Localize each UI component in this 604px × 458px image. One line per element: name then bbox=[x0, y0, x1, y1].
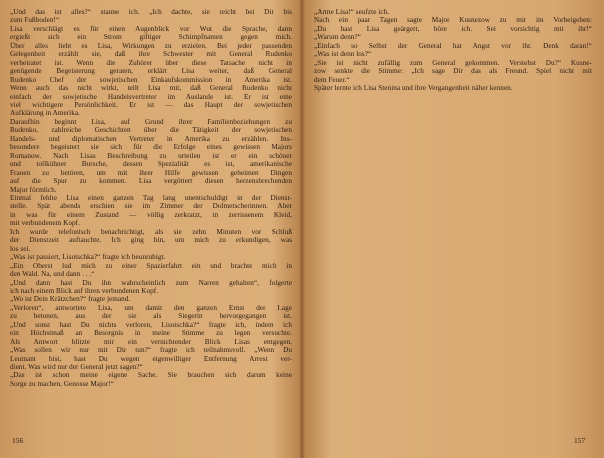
text-line: Handels- und diplomatischen Vertreter in Amerika zu erzählen. Ins- bbox=[10, 134, 292, 143]
text-line: zow senkte die Stimme: „Ich sage Dir das als Freund. Spiel nicht mit bbox=[314, 67, 592, 76]
text-line: Romanow. Nach Lisas Beschreibung zu urteilen ist er ein schöner bbox=[10, 151, 292, 160]
text-line: besondere begeistert sie sich für die Erfolge eines gewissen Majors bbox=[10, 143, 292, 152]
text-line: Lisa verschlägt es für einen Augenblick vor Wut die Sprache, dann bbox=[10, 24, 292, 33]
text-line: Major förmlich. bbox=[10, 185, 57, 194]
text-line: „Und das ist alles?“ staune ich. „Ich dachte, sie reicht bei Dir bis bbox=[10, 8, 292, 16]
text-line: dient. Was wird nur der General jetzt sagen?“ bbox=[10, 363, 143, 372]
text-line: und tollkühner Bursche, dessen Spezialität es ist, amerikanische bbox=[10, 160, 292, 169]
text-line: Rudenko, zahlreiche Geschichten über die Tätigkeit der sowjetischen bbox=[10, 126, 292, 135]
text-line: „Du hast Lisa geärgert, höre ich. Sei vorsichtig mit ihr!“ bbox=[314, 24, 592, 33]
text-line: auf die Spur zu kommen. Lisa vergöttert diesen herzensbrechenden bbox=[10, 177, 292, 186]
text-line: Nach ein paar Tagen sagte Major Kusnezow zu mir im Vorbeigehen: bbox=[314, 16, 592, 25]
text-line: „Warum denn?“ bbox=[314, 33, 361, 42]
text-line: „Und dann hast Du ihn wahrscheinlich zum Narren gehalten“, folgerte bbox=[10, 278, 292, 287]
text-line: „Was ist denn los?“ bbox=[314, 50, 372, 59]
text-line: „Verloren“, antwortete Lisa, um damit den ganzen Ernst der Lage bbox=[10, 303, 292, 312]
text-line: „Was ist passiert, Lisotschka?“ fragte ich beunruhigt. bbox=[10, 253, 166, 262]
text-line: zu betonen, aus der sie als Siegerin hervorgegangen ist. bbox=[10, 312, 292, 321]
text-line: Leutnant bist, hast Du wegen eigenwilliger Entfernung Arrest ver- bbox=[10, 354, 292, 363]
left-page bbox=[10, 8, 292, 454]
text-line: Aufklärung in Amerika. bbox=[10, 109, 80, 118]
text-line: „Wo ist Dein Krätzchen?“ fragte jemand. bbox=[10, 295, 131, 304]
text-line: „Arme Lisa!“ seufzte ich. bbox=[314, 8, 390, 16]
left-page-number: 156 bbox=[12, 436, 24, 445]
text-line: ich nach einem Blick auf ihren verbundenen Kopf. bbox=[10, 286, 159, 295]
text-line: Rudenko Chef der sowjetischen Einkaufskommission in Amerika ist. bbox=[10, 75, 292, 84]
text-line: „Das ist schon meine eigene Sache. Sie brauchen sich darum keine bbox=[10, 371, 292, 380]
text-line: Einmal fehlte Lisa einen ganzen Tag lang unentschuldigt in der Dienst- bbox=[10, 193, 292, 202]
text-line: in was für einem Zustand — völlig zerkratzt, in zerrissenem Kleid, bbox=[10, 210, 292, 219]
text-line: Sorge zu machen, Genosse Major!“ bbox=[10, 379, 114, 388]
text-line: los sei. bbox=[10, 244, 31, 253]
text-line: „Und sonst hast Du nichts verloren, Lisotschka?“ fragte ich, indem ich bbox=[10, 320, 292, 329]
text-line: ein Höchstmaß an Besorgnis in meine Stimme zu legen versuchte. bbox=[10, 329, 292, 338]
text-line: Über alles liebt es Lisa, Wirkungen zu erzielen. Bei jeder passenden bbox=[10, 41, 292, 50]
text-line: verheiratet ist. Wenn die Zuhörer über diese Tatsache nicht in bbox=[10, 58, 292, 67]
text-line: viel wichtigere Persönlichkeit. Er ist — das Haupt der sowjetischen bbox=[10, 100, 292, 109]
text-line: genügende Begeisterung geraten, erklärt Lisa weiter, daß General bbox=[10, 67, 292, 76]
text-line: „Was sollen wir nur mit Dir tun?“ fragte ich teilnahmsvoll. „Wenn Du bbox=[10, 346, 292, 355]
text-line: Später lernte ich Lisa Stenina und ihre Vergangenheit näher kennen. bbox=[314, 84, 513, 93]
right-page bbox=[314, 8, 592, 454]
text-line: „Einfach so Selbst der General hat Angst vor ihr. Denk daran!“ bbox=[314, 41, 592, 50]
text-line: Daraufhin beginnt Lisa, auf Grund ihrer Familienbeziehungen zu bbox=[10, 117, 292, 126]
text-line: Frauen zu betören, um mit ihrer Hilfe gewissen geheimen Dingen bbox=[10, 168, 292, 177]
text-line: „Sie ist nicht zufällig zum General gekommen. Verstehst Du?“ Kusne- bbox=[314, 58, 592, 67]
text-line: mit verbundenem Kopf. bbox=[10, 219, 80, 228]
text-line: ergießt sich ein Strom giftiger Schimpfnamen gegen mich. bbox=[10, 33, 292, 42]
right-page-number: 157 bbox=[574, 436, 586, 445]
text-line: einfach der sowjetische Handelsvertreter im Auslande ist. Er ist eine bbox=[10, 92, 292, 101]
text-line: Wenn auch das nicht wirkt, teilt Lisa mit, daß General Rudenko nicht bbox=[10, 84, 292, 93]
right-page-text bbox=[314, 8, 592, 93]
left-page-text bbox=[10, 8, 292, 388]
text-line: der Dienstzeit auftauchte. Ich ging hin, um mich zu erkundigen, was bbox=[10, 236, 292, 245]
text-line: Als Antwort blitzte mir ein vernichtender Blick Lisas entgegen. bbox=[10, 337, 292, 346]
text-line: Ich wurde telefonisch benachrichtigt, als sie zehn Minuten vor Schluß bbox=[10, 227, 292, 236]
text-line: stelle. Spät abends erschien sie im Zimmer der Dolmetscherinnen. Aber bbox=[10, 202, 292, 211]
text-line: Gelegenheit erzählt sie, daß ihre Schwester mit General Rudenko bbox=[10, 50, 292, 59]
text-line: zum Fußboden!“ bbox=[10, 16, 60, 25]
text-line: „Ein Oberst lud mich zu einer Spazierfahrt ein und brachte mich in bbox=[10, 261, 292, 270]
text-line: den Wald. Na, und dann . . .“ bbox=[10, 270, 95, 279]
text-line: dem Feuer.“ bbox=[314, 75, 350, 84]
